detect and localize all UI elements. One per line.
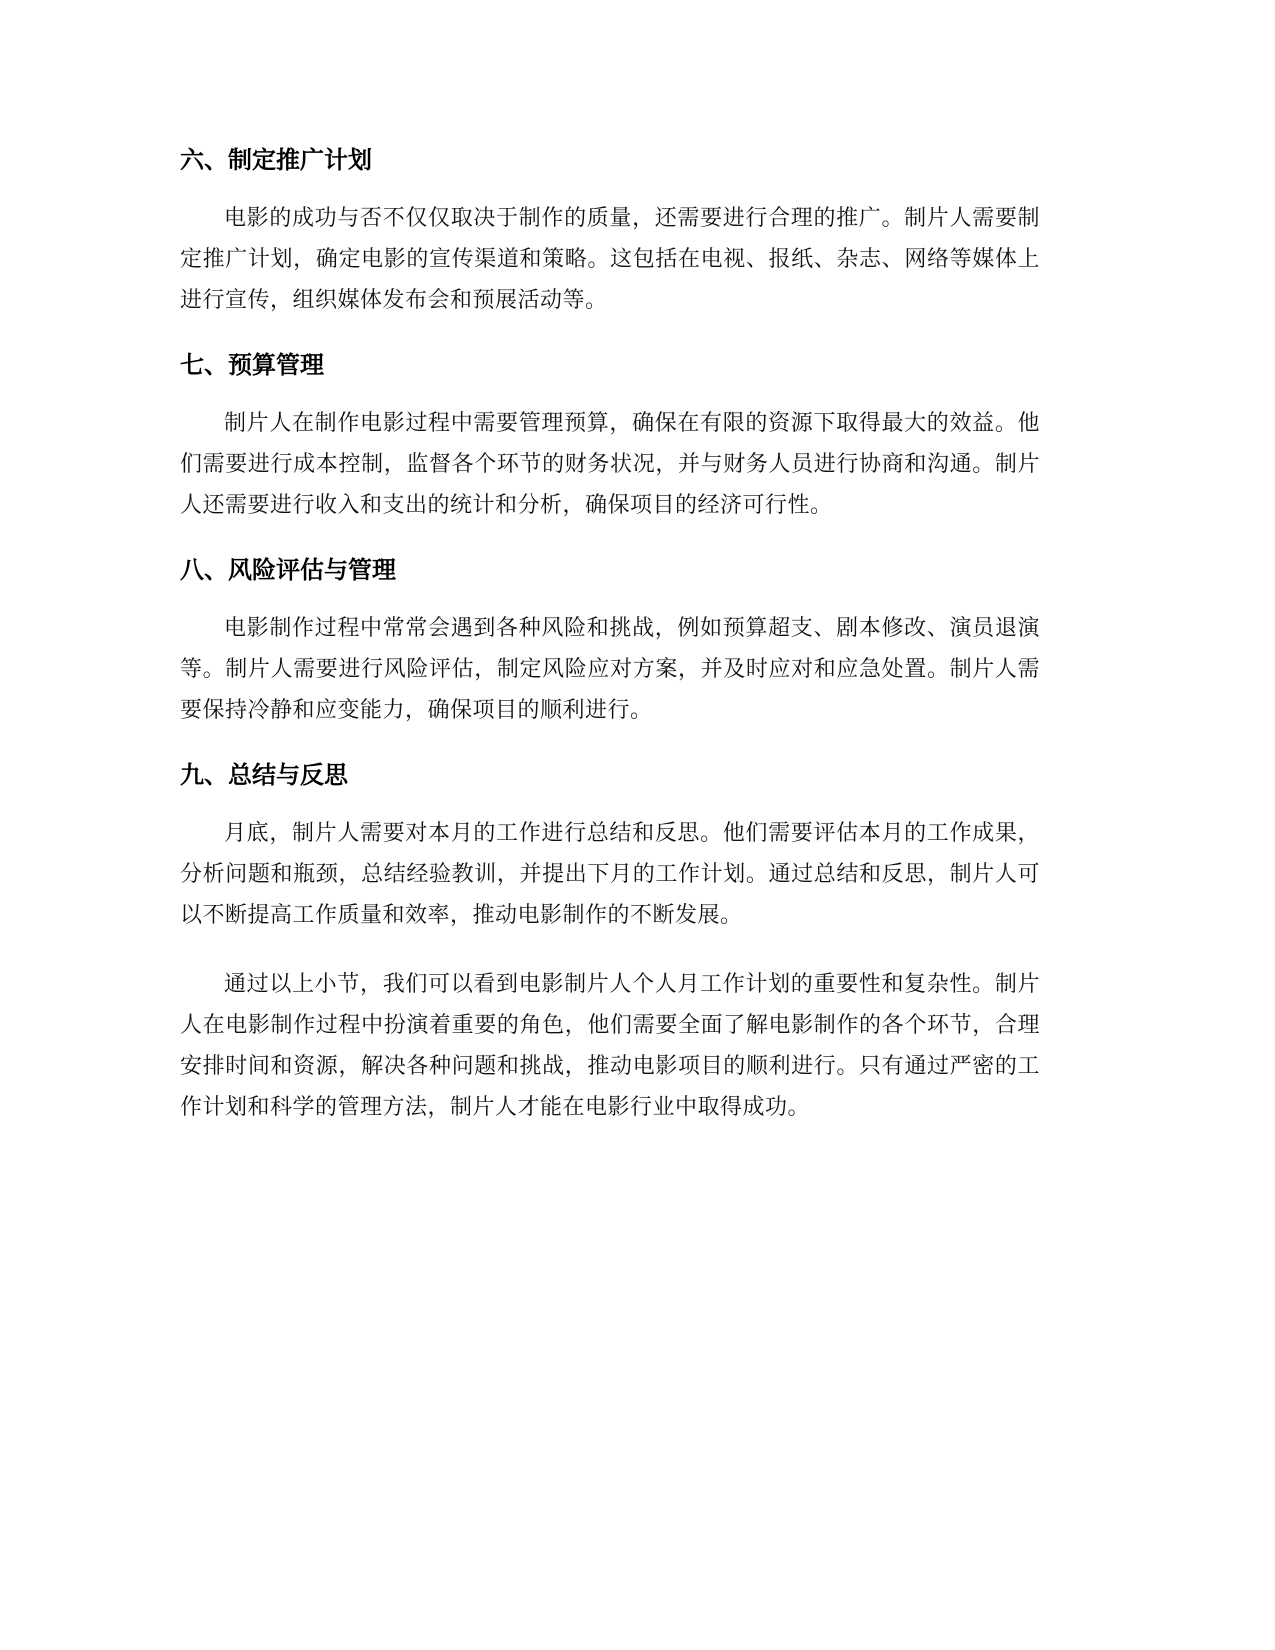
section-heading-risk-management: 八、风险评估与管理 — [180, 556, 396, 584]
document-page — [180, 140, 1040, 1156]
section-paragraph: 月底，制片人需要对本月的工作进行总结和反思。他们需要评估本月的工作成果，分析问题和瓶颈，总结经验教训，并提出下月的工作计划。通过总结和反思，制片人可以不断提高工作质量和效率，推动电影制作的不断发展。 — [180, 821, 1040, 928]
section-paragraph: 电影制作过程中常常会遇到各种风险和挑战，例如预算超支、剧本修改、演员退演等。制片人需要进行风险评估，制定风险应对方案，并及时应对和应急处置。制片人需要保持冷静和应变能力，确保项目的顺利进行。 — [180, 616, 1040, 723]
section-heading-summary-reflection: 九、总结与反思 — [180, 761, 348, 789]
section-paragraph: 电影的成功与否不仅仅取决于制作的质量，还需要进行合理的推广。制片人需要制定推广计划，确定电影的宣传渠道和策略。这包括在电视、报纸、杂志、网络等媒体上进行宣传，组织媒体发布会和预展活动等。 — [180, 206, 1040, 313]
section-heading-promotion-plan: 六、制定推广计划 — [180, 146, 372, 174]
section-paragraph: 制片人在制作电影过程中需要管理预算，确保在有限的资源下取得最大的效益。他们需要进行成本控制，监督各个环节的财务状况，并与财务人员进行协商和沟通。制片人还需要进行收入和支出的统计和分析，确保项目的经济可行性。 — [180, 411, 1040, 518]
section-heading-budget-management: 七、预算管理 — [180, 351, 324, 379]
conclusion-paragraph: 通过以上小节，我们可以看到电影制片人个人月工作计划的重要性和复杂性。制片人在电影制作过程中扮演着重要的角色，他们需要全面了解电影制作的各个环节，合理安排时间和资源，解决各种问题和挑战，推动电影项目的顺利进行。只有通过严密的工作计划和科学的管理方法，制片人才能在电影行业中取得成功。 — [180, 972, 1040, 1120]
